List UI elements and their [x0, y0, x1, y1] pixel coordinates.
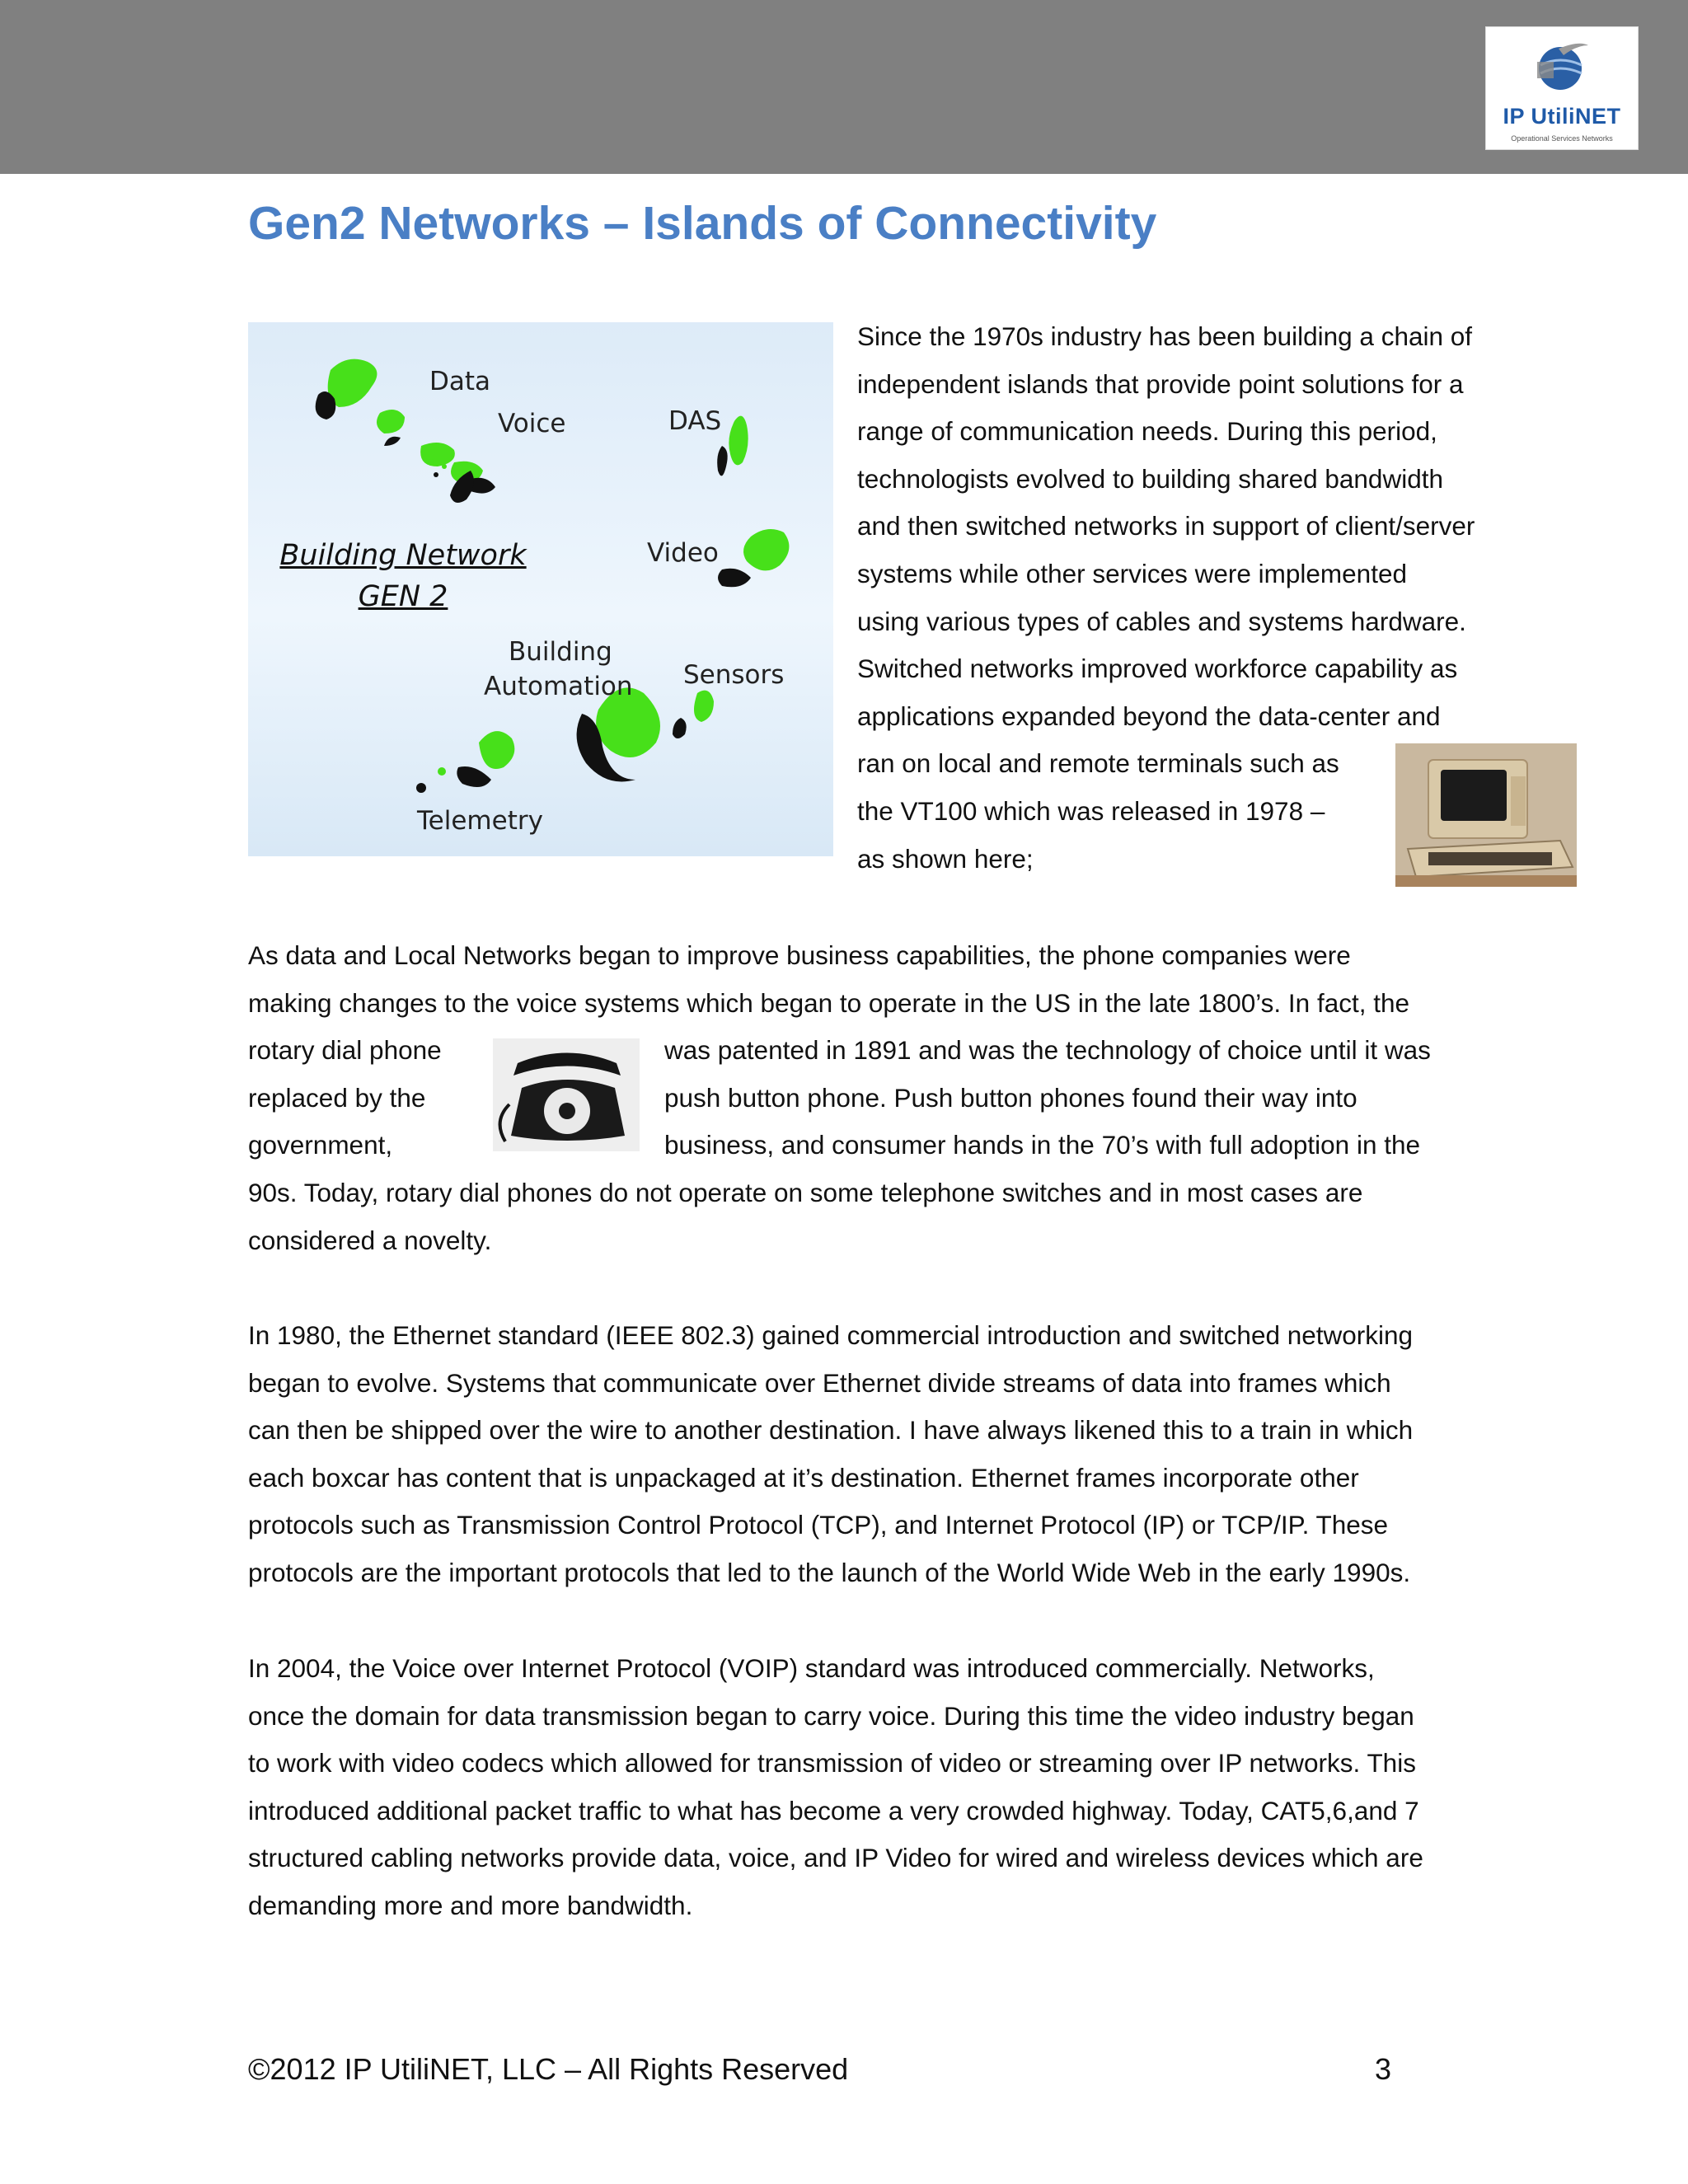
- ethernet-paragraph-line: protocols such as Transmission Control Protocol (TCP), and Internet Protocol (IP) or TCP/IP. These: [248, 1510, 1389, 1540]
- globe-icon: [1534, 37, 1592, 95]
- phone-paragraph-line: 90s. Today, rotary dial phones do not operate on some telephone switches and in most cases are: [248, 1177, 1363, 1207]
- intro-line: Since the 1970s industry has been building a chain of: [857, 321, 1473, 351]
- island-video: [743, 529, 789, 570]
- phone-paragraph-line: [248, 1027, 1534, 1075]
- company-logo: [1485, 26, 1639, 150]
- phone-paragraph-line: [248, 1075, 1534, 1122]
- label-voice: Voice: [498, 409, 566, 438]
- intro-line: range of communication needs. During this period,: [857, 416, 1437, 447]
- figure-caption-line2: GEN 2: [358, 580, 448, 613]
- page-title: Gen2 Networks – Islands of Connectivity: [248, 197, 1157, 250]
- island-voice-b: [420, 443, 455, 466]
- ethernet-paragraph-line: protocols are the important protocols that led to the launch of the World Wide Web in the early 1990s.: [248, 1557, 1411, 1587]
- ethernet-paragraph: [248, 1312, 1534, 1597]
- island-das: [729, 416, 748, 466]
- logo-tagline: Operational Services Networks: [1511, 134, 1613, 143]
- phone-line-left: government,: [248, 1130, 393, 1160]
- intro-line: using various types of cables and systems hardware.: [857, 606, 1466, 636]
- intro-line: Switched networks improved workforce capability as: [857, 654, 1458, 684]
- island-data: [328, 359, 377, 407]
- intro-line: as shown here;: [857, 843, 1034, 874]
- phone-line-left: rotary dial phone: [248, 1035, 442, 1066]
- phone-paragraph-line: [248, 1122, 1534, 1169]
- footer-copyright: ©2012 IP UtiliNET, LLC – All Rights Reserved: [248, 2052, 849, 2086]
- islet-e: [416, 783, 426, 793]
- intro-line: ran on local and remote terminals such as: [857, 748, 1339, 779]
- phone-line-right: push button phone. Push button phones found their way into: [664, 1082, 1357, 1113]
- intro-line: the VT100 which was released in 1978 –: [857, 795, 1325, 826]
- islet-a: [428, 459, 434, 466]
- island-voice-a: [377, 410, 405, 434]
- voip-paragraph-line: introduced additional packet traffic to what has become a very crowded highway. Today, CAT5,6,and 7: [248, 1795, 1419, 1825]
- figure-caption: [279, 535, 527, 617]
- header-bar: [0, 0, 1688, 174]
- island-voice-shadow-c: [384, 437, 401, 446]
- voip-paragraph-line: once the domain for data transmission began to carry voice. During this time the video industry began: [248, 1700, 1414, 1731]
- phone-paragraph-line: considered a novelty.: [248, 1225, 492, 1255]
- intro-line: systems while other services were implemented: [857, 558, 1407, 588]
- vt100-terminal-image: [1395, 743, 1577, 887]
- phone-paragraph-line: As data and Local Networks began to improve business capabilities, the phone companies were: [248, 940, 1351, 970]
- phone-paragraph: [248, 932, 1534, 1264]
- logo-name: IP UtiliNET: [1503, 104, 1621, 129]
- phone-line-right: business, and consumer hands in the 70’s with full adoption in the: [664, 1130, 1421, 1160]
- voip-paragraph-line: structured cabling networks provide data, voice, and IP Video for wired and wireless devices which are: [248, 1843, 1423, 1873]
- island-sensors: [694, 691, 714, 722]
- voip-paragraph-line: In 2004, the Voice over Internet Protocol (VOIP) standard was introduced commercially. Networks,: [248, 1653, 1375, 1683]
- label-sensors: Sensors: [683, 660, 785, 690]
- ethernet-paragraph-line: each boxcar has content that is unpackaged at it’s destination. Ethernet frames incorporate other: [248, 1462, 1359, 1493]
- island-telemetry: [479, 731, 514, 769]
- island-das-shadow: [717, 446, 727, 476]
- intro-line: applications expanded beyond the data-center and: [857, 701, 1441, 731]
- label-telemetry: Telemetry: [417, 806, 543, 836]
- ethernet-paragraph-line: In 1980, the Ethernet standard (IEEE 802.3) gained commercial introduction and switched networking: [248, 1320, 1414, 1350]
- terminal-illustration: [1395, 743, 1577, 887]
- island-voice-shadow-a: [471, 478, 495, 494]
- intro-line: technologists evolved to building shared bandwidth: [857, 463, 1443, 494]
- island-telemetry-shadow: [457, 766, 491, 787]
- label-automation: Automation: [484, 672, 633, 701]
- voip-paragraph-line: to work with video codecs which allowed for transmission of video or streaming over IP networks. This: [248, 1748, 1416, 1779]
- label-building: Building: [509, 637, 612, 667]
- islands-figure: [248, 322, 833, 856]
- intro-line: and then switched networks in support of client/server: [857, 511, 1475, 541]
- islet-b: [442, 464, 447, 469]
- figure-caption-line1: Building Network: [279, 539, 527, 572]
- island-video-shadow: [718, 569, 751, 588]
- ethernet-paragraph-line: began to evolve. Systems that communicate over Ethernet divide streams of data into frames which: [248, 1367, 1391, 1398]
- phone-paragraph-line: making changes to the voice systems which began to operate in the US in the late 1800’s. In fact, the: [248, 987, 1410, 1018]
- island-sensors-shadow: [673, 718, 687, 738]
- page-number: 3: [1375, 2052, 1392, 2086]
- phone-line-right: was patented in 1891 and was the technology of choice until it was: [664, 1035, 1431, 1066]
- islet-d: [438, 767, 446, 776]
- label-das: DAS: [668, 406, 722, 436]
- voip-paragraph-line: demanding more and more bandwidth.: [248, 1890, 693, 1920]
- intro-line: independent islands that provide point solutions for a: [857, 368, 1464, 399]
- rotary-phone-image: [493, 1038, 640, 1151]
- voip-paragraph: [248, 1645, 1534, 1930]
- rotary-phone-illustration: [493, 1038, 640, 1151]
- ethernet-paragraph-line: can then be shipped over the wire to another destination. I have always likened this to a train in which: [248, 1415, 1414, 1446]
- phone-line-left: replaced by the: [248, 1082, 426, 1113]
- label-data: Data: [429, 367, 491, 396]
- label-video: Video: [647, 538, 719, 568]
- islet-c: [434, 472, 438, 477]
